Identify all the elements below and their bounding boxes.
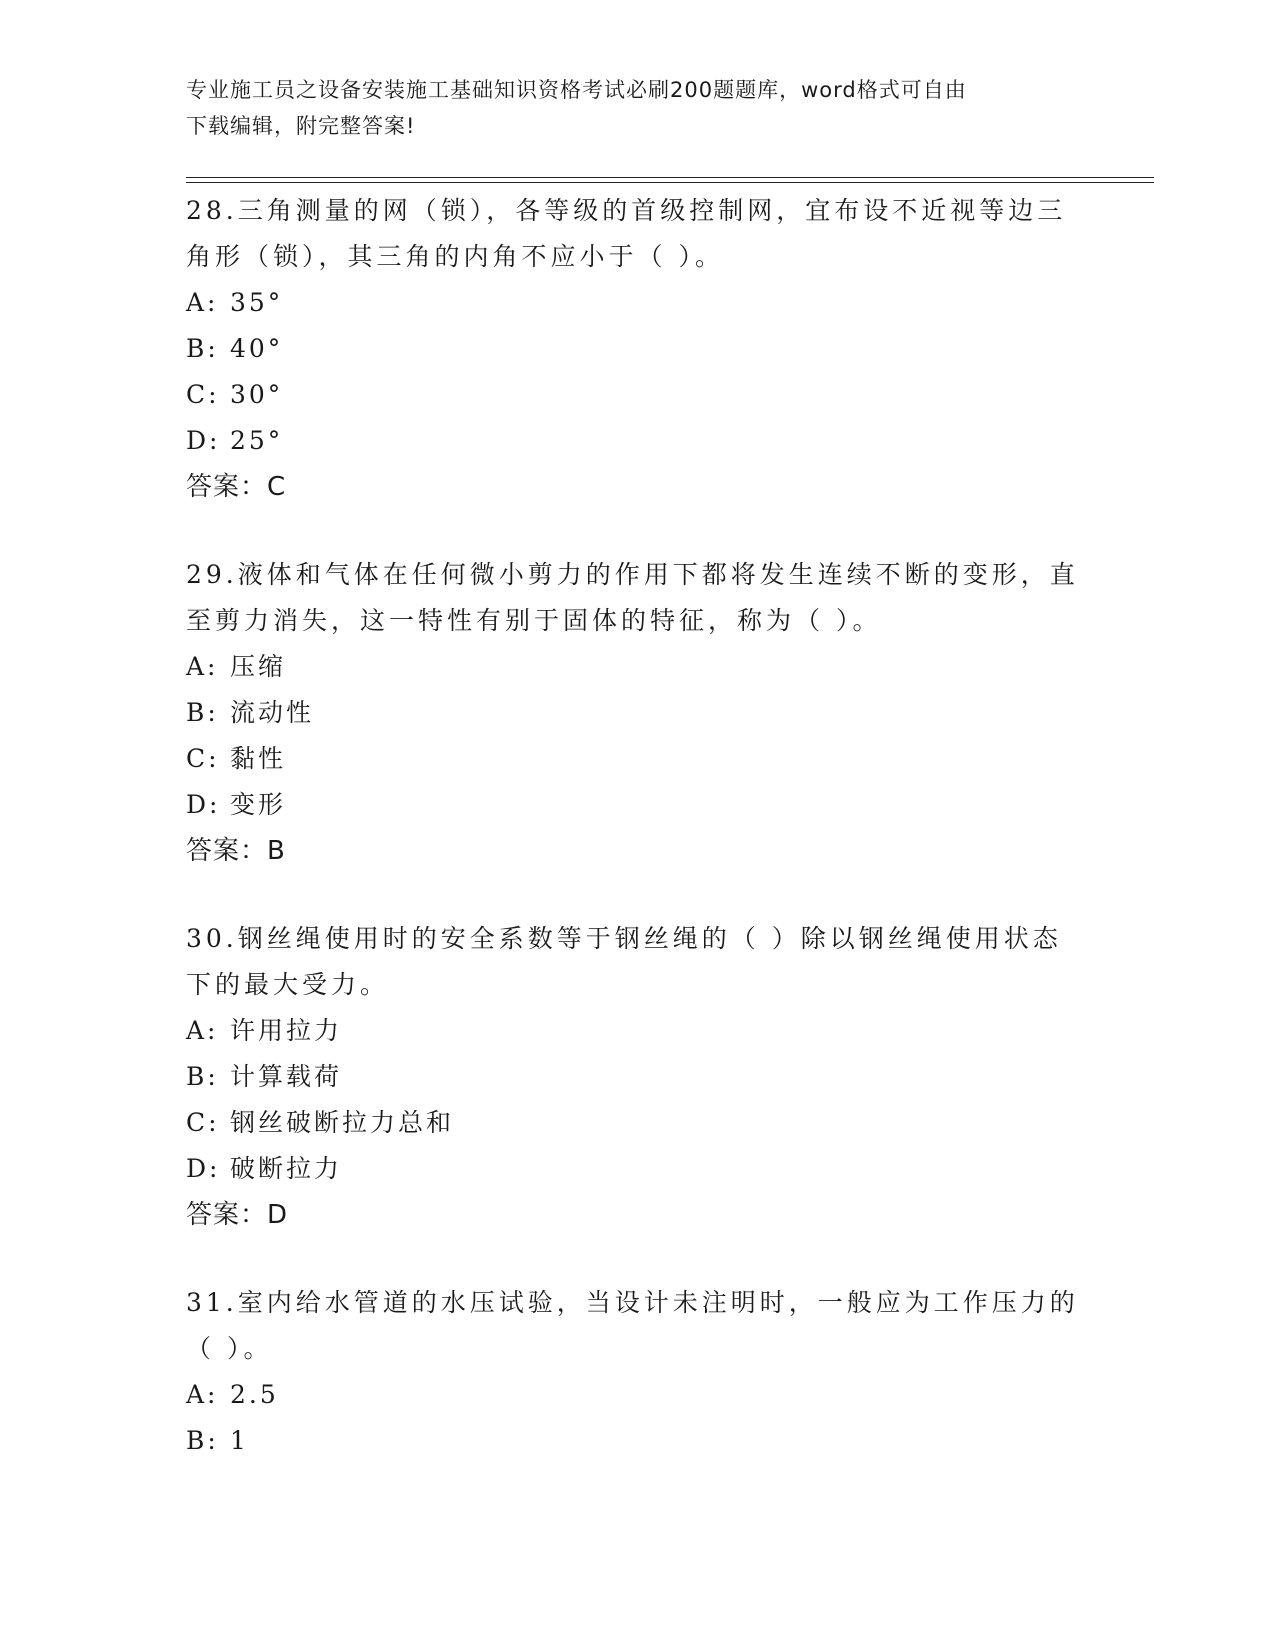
option-c [186, 372, 1086, 418]
question-30 [186, 916, 1086, 1238]
option-value: 1 [230, 1426, 249, 1455]
option-a [186, 1372, 1086, 1418]
document-header [186, 72, 1066, 144]
option-key: A: [186, 652, 219, 681]
option-key: B: [186, 1426, 219, 1455]
question-29 [186, 552, 1086, 874]
option-key: A: [186, 1016, 219, 1045]
option-value: 破断拉力 [230, 1154, 343, 1183]
header-divider-bottom [186, 182, 1154, 183]
option-key: D: [186, 790, 221, 819]
option-d [186, 1146, 1086, 1192]
option-value: 35° [230, 288, 284, 317]
header-divider-top [186, 177, 1154, 178]
option-value: 计算载荷 [230, 1062, 343, 1091]
question-text: 31.室内给水管道的水压试验，当设计未注明时，一般应为工作压力的（ ）。 [186, 1288, 1079, 1363]
question-text: 29.液体和气体在任何微小剪力的作用下都将发生连续不断的变形，直至剪力消失，这一特性有别于固体的特征，称为（ ）。 [186, 560, 1079, 635]
question-28 [186, 188, 1086, 510]
question-list [186, 188, 1086, 1506]
option-key: B: [186, 334, 219, 363]
option-value: 压缩 [230, 652, 287, 681]
option-key: C: [186, 1108, 220, 1137]
option-key: C: [186, 744, 220, 773]
option-value: 变形 [230, 790, 287, 819]
question-31 [186, 1280, 1086, 1464]
option-b [186, 326, 1086, 372]
header-title-line-1: 专业施工员之设备安装施工基础知识资格考试必刷200题题库，word格式可自由 [186, 78, 967, 102]
option-b [186, 690, 1086, 736]
option-key: B: [186, 698, 219, 727]
option-value: 40° [230, 334, 284, 363]
option-b [186, 1418, 1086, 1464]
option-key: D: [186, 1154, 221, 1183]
question-text: 30.钢丝绳使用时的安全系数等于钢丝绳的（ ）除以钢丝绳使用状态下的最大受力。 [186, 924, 1062, 999]
option-b [186, 1054, 1086, 1100]
option-key: A: [186, 1380, 219, 1409]
option-key: C: [186, 380, 220, 409]
answer-line: 答案：D [186, 1200, 289, 1230]
option-value: 钢丝破断拉力总和 [230, 1108, 455, 1137]
answer-line: 答案：B [186, 836, 286, 866]
option-key: A: [186, 288, 219, 317]
option-d [186, 782, 1086, 828]
answer-line: 答案：C [186, 472, 287, 502]
option-c [186, 1100, 1086, 1146]
option-a [186, 280, 1086, 326]
header-title-line-2: 下载编辑，附完整答案! [186, 114, 416, 138]
option-a [186, 644, 1086, 690]
option-value: 30° [230, 380, 284, 409]
option-key: B: [186, 1062, 219, 1091]
option-d [186, 418, 1086, 464]
option-c [186, 736, 1086, 782]
option-key: D: [186, 426, 221, 455]
question-text: 28.三角测量的网（锁），各等级的首级控制网，宜布设不近视等边三角形（锁），其三角的内角不应小于（ ）。 [186, 196, 1067, 271]
option-a [186, 1008, 1086, 1054]
option-value: 25° [230, 426, 284, 455]
option-value: 黏性 [230, 744, 287, 773]
option-value: 流动性 [230, 698, 315, 727]
option-value: 许用拉力 [230, 1016, 343, 1045]
option-value: 2.5 [230, 1380, 279, 1409]
